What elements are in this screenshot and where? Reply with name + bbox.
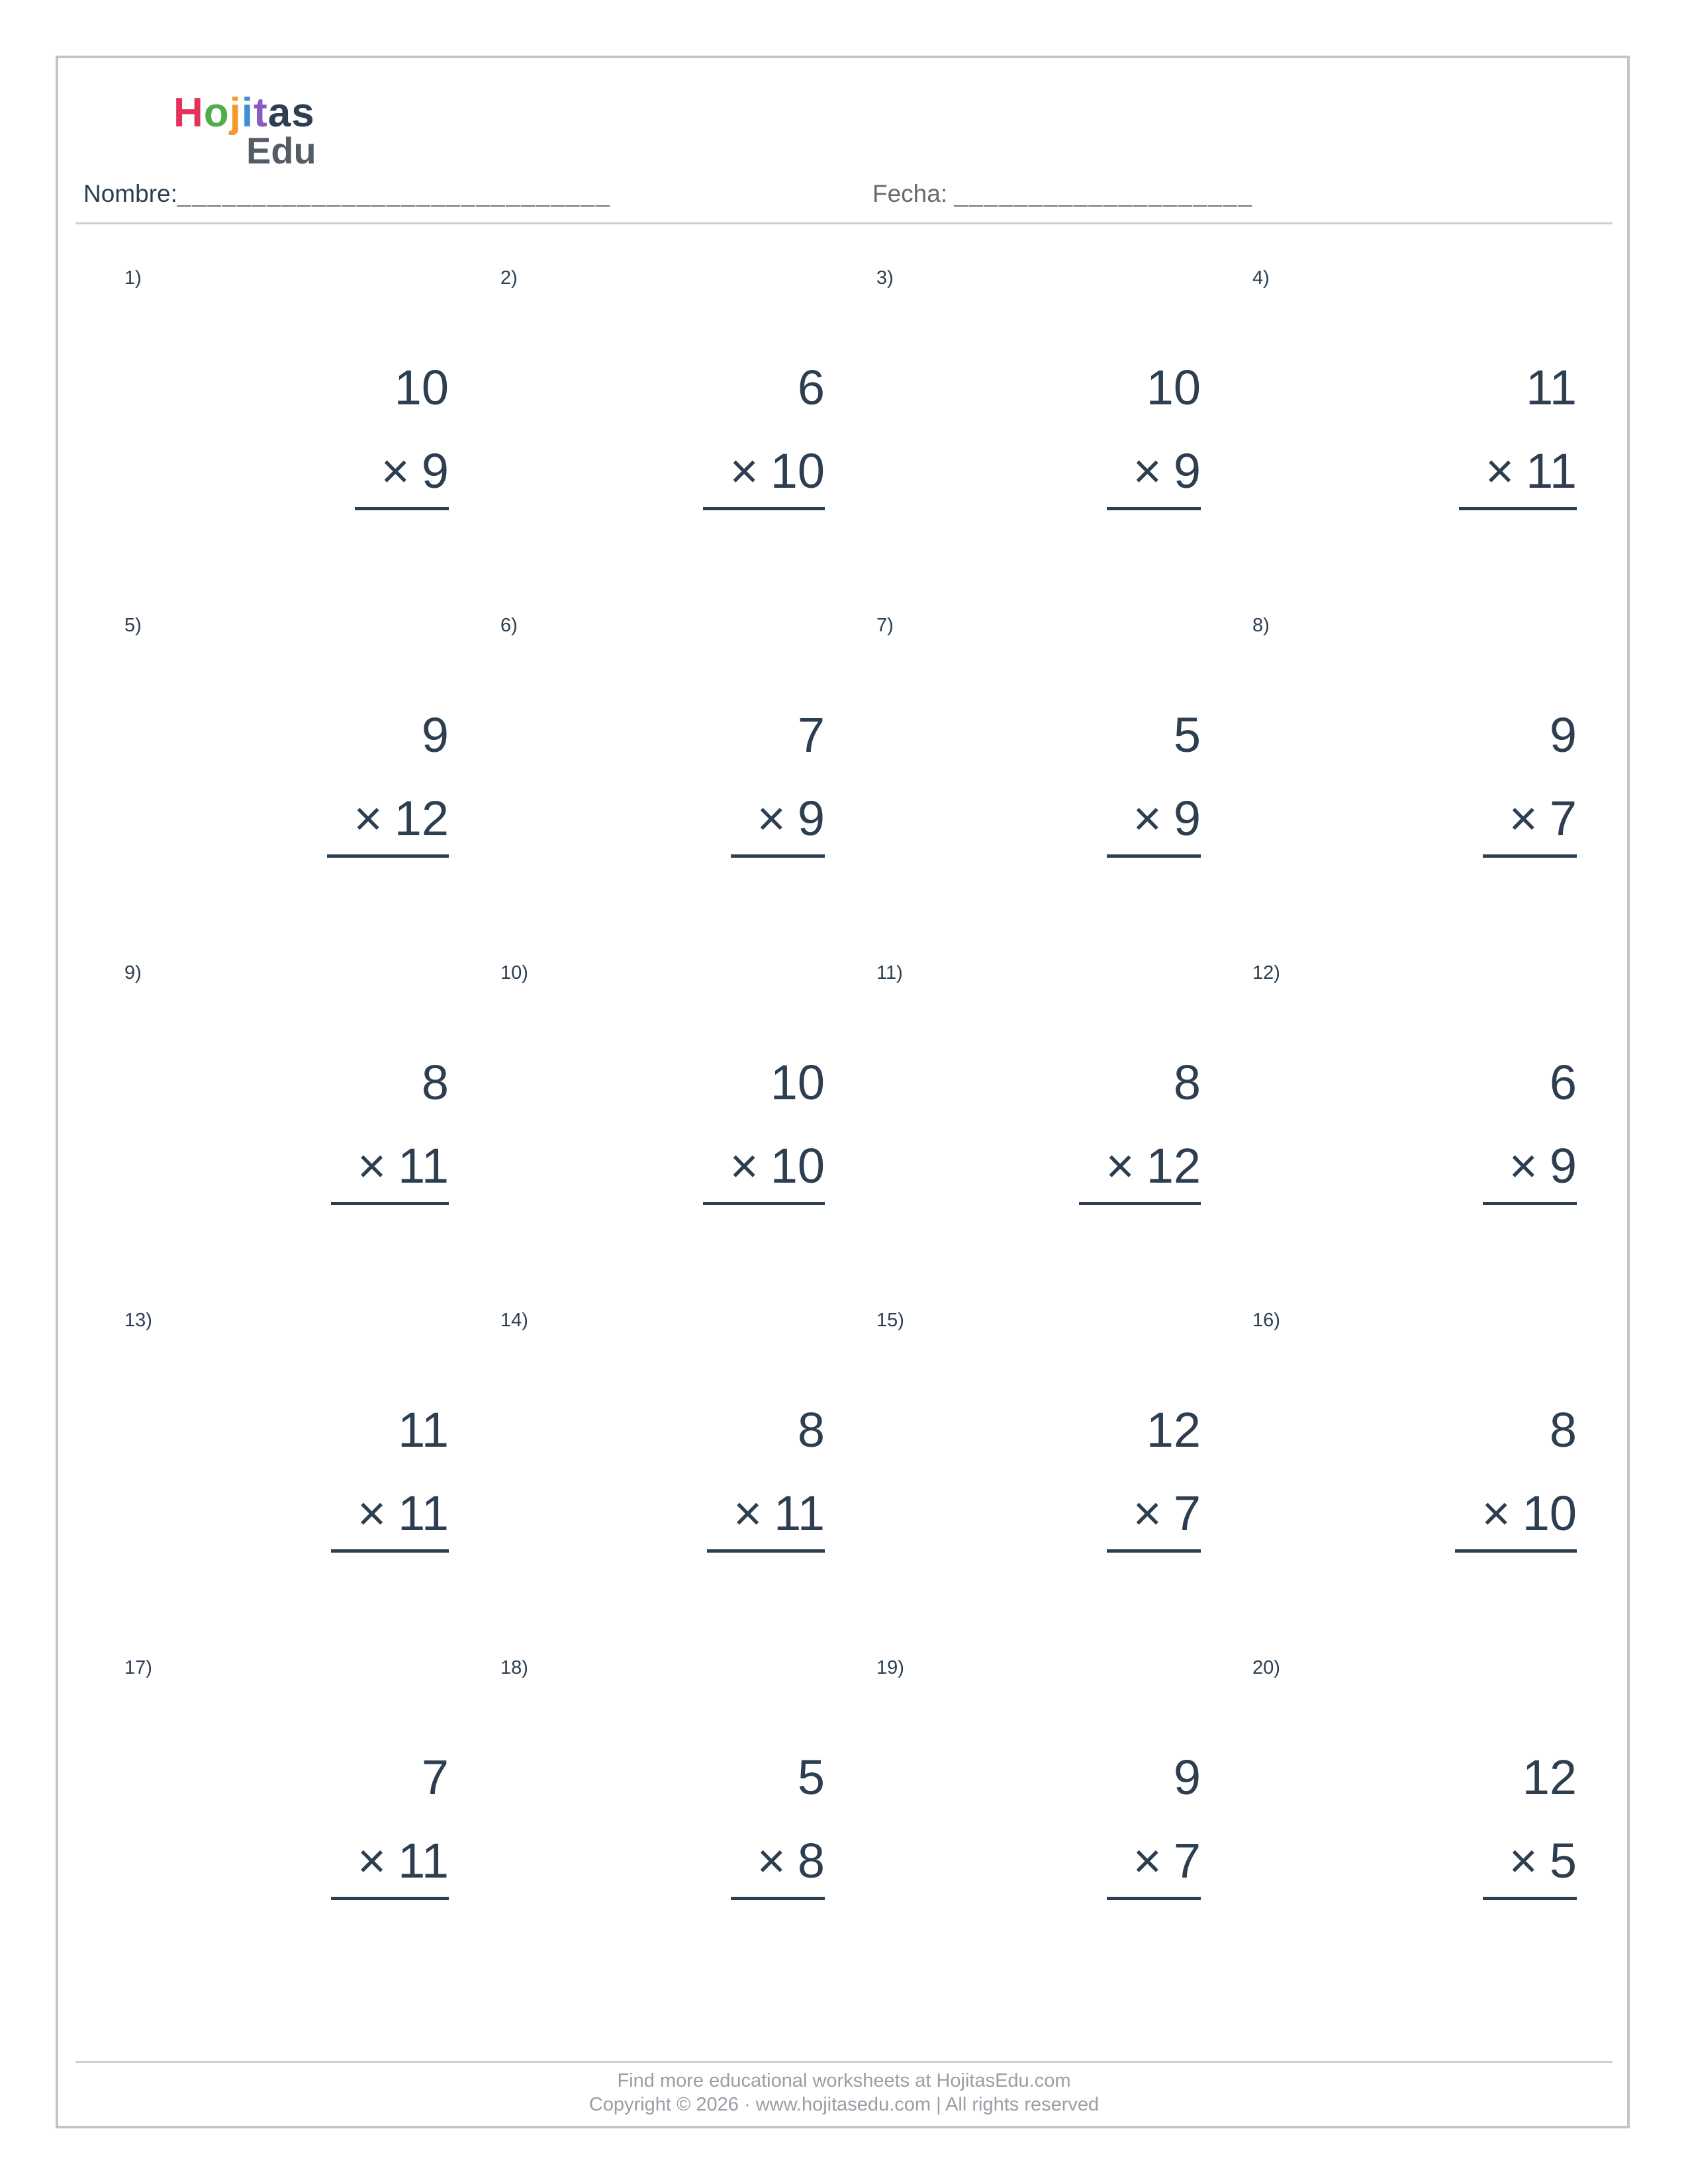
multiplier: 9 [421,443,449,498]
multiplier-row [1459,435,1577,510]
date-blank: ____________________ [954,180,1253,207]
multiplication-problem [731,1742,825,1900]
name-blank: _____________________________ [177,180,611,207]
multiplication-problem [731,700,825,858]
problem-item [124,1655,500,1999]
problem-number: 14) [500,1310,528,1331]
footer-promo: Find more educational worksheets at HojitasEdu.com [617,2070,1071,2091]
problem-number: 5) [124,615,142,636]
times-sign: × [357,1486,387,1541]
logo-letter: H [173,90,204,136]
multiplicand: 9 [421,707,449,762]
problem-item [876,265,1252,609]
multiplier: 12 [394,791,449,846]
footer-divider [75,2061,1613,2063]
multiplier-row [707,1478,825,1553]
multiplier: 5 [1549,1833,1577,1888]
times-sign: × [353,791,383,846]
multiplier: 10 [770,1138,825,1193]
multiplier-row [1107,783,1201,858]
header-divider [75,222,1613,224]
hojitas-edu-logo [173,90,332,169]
problem-item [1252,1307,1628,1651]
multiplicand: 6 [797,360,825,415]
multiplicand: 8 [797,1402,825,1457]
name-label: Nombre: [83,180,177,207]
problem-item [1252,265,1628,609]
problem-number: 3) [876,267,894,289]
multiplier: 7 [1173,1486,1201,1541]
multiplier: 8 [797,1833,825,1888]
multiplication-problem [1483,1742,1577,1900]
multiplier-row [327,783,449,858]
problem-item [1252,612,1628,956]
problem-number: 9) [124,962,142,983]
problem-number: 7) [876,615,894,636]
times-sign: × [1509,791,1538,846]
multiplier-row [331,1825,449,1900]
problem-number: 8) [1252,615,1270,636]
multiplier: 9 [1549,1138,1577,1193]
multiplication-problem [1483,700,1577,858]
multiplication-problem [355,352,449,510]
problem-item [124,1307,500,1651]
times-sign: × [1133,1833,1162,1888]
problem-item [876,1655,1252,1999]
multiplication-problem [327,700,449,858]
logo-letter: s [291,90,315,136]
times-sign: × [1133,791,1162,846]
multiplicand: 6 [1549,1055,1577,1110]
logo-letter: o [203,90,230,136]
problem-number: 6) [500,615,518,636]
times-sign: × [757,791,786,846]
multiplier: 12 [1146,1138,1201,1193]
multiplier: 11 [1526,443,1577,498]
multiplier-row [331,1130,449,1205]
times-sign: × [381,443,410,498]
multiplicand: 7 [797,707,825,762]
multiplication-problem [1483,1047,1577,1205]
multiplier: 11 [398,1138,449,1193]
multiplier: 7 [1549,791,1577,846]
multiplicand: 8 [421,1055,449,1110]
problem-item [500,960,876,1304]
problem-item [500,1307,876,1651]
multiplication-problem [1459,352,1577,510]
times-sign: × [1509,1138,1538,1193]
logo-letter: t [254,90,268,136]
times-sign: × [733,1486,763,1541]
footer-copyright: Copyright © 2026 · www.hojitasedu.com | All rights reserved [588,2094,1100,2115]
multiplicand: 8 [1173,1055,1201,1110]
problem-item [124,612,500,956]
problem-item [876,1307,1252,1651]
problem-item [500,265,876,609]
times-sign: × [1133,1486,1162,1541]
problem-number: 2) [500,267,518,289]
multiplier: 10 [770,443,825,498]
multiplication-problem [1107,700,1201,858]
multiplier-row [731,1825,825,1900]
multiplicand: 5 [1173,707,1201,762]
times-sign: × [729,443,759,498]
multiplication-problem [331,1742,449,1900]
logo-letter: j [229,90,242,136]
problem-item [1252,1655,1628,1999]
multiplication-problem [707,1394,825,1553]
multiplier: 9 [797,791,825,846]
multiplier: 9 [1173,791,1201,846]
problem-number: 17) [124,1657,152,1678]
problem-number: 19) [876,1657,904,1678]
multiplication-problem [331,1394,449,1553]
multiplier: 11 [398,1833,449,1888]
times-sign: × [729,1138,759,1193]
multiplier-row [1483,783,1577,858]
multiplication-problem [703,352,825,510]
problem-item [876,960,1252,1304]
problem-number: 11) [876,962,903,983]
multiplier-row [1483,1130,1577,1205]
multiplicand: 7 [421,1750,449,1805]
multiplier-row [1107,1478,1201,1553]
multiplier-row [703,435,825,510]
problem-number: 13) [124,1310,152,1331]
problem-number: 1) [124,267,142,289]
multiplicand: 12 [1146,1402,1201,1457]
multiplicand: 5 [797,1750,825,1805]
multiplicand: 9 [1173,1750,1201,1805]
multiplier: 10 [1522,1486,1577,1541]
times-sign: × [357,1138,387,1193]
multiplication-problem [1107,1742,1201,1900]
multiplier-row [703,1130,825,1205]
multiplier: 11 [398,1486,449,1541]
problem-item [124,960,500,1304]
name-field [83,177,611,210]
times-sign: × [1481,1486,1511,1541]
times-sign: × [1509,1833,1538,1888]
multiplicand: 11 [1526,360,1577,415]
times-sign: × [1485,443,1515,498]
logo-letter: a [267,90,292,136]
times-sign: × [357,1833,387,1888]
multiplier-row [331,1478,449,1553]
date-field [872,177,1253,210]
multiplier-row [1107,1825,1201,1900]
logo-subtitle: Edu [246,130,316,171]
multiplier-row [1455,1478,1577,1553]
multiplier-row [355,435,449,510]
multiplier-row [1483,1825,1577,1900]
multiplicand: 10 [394,360,449,415]
multiplier-row [1107,435,1201,510]
multiplication-problem [703,1047,825,1205]
problem-number: 20) [1252,1657,1280,1678]
multiplicand: 9 [1549,707,1577,762]
problem-number: 12) [1252,962,1280,983]
times-sign: × [1133,443,1162,498]
multiplier: 7 [1173,1833,1201,1888]
multiplication-problem [1455,1394,1577,1553]
multiplication-problem [1107,1394,1201,1553]
logo-letter: i [241,90,254,136]
problem-number: 15) [876,1310,904,1331]
problem-number: 4) [1252,267,1270,289]
multiplicand: 11 [398,1402,449,1457]
multiplier-row [1079,1130,1201,1205]
problem-number: 16) [1252,1310,1280,1331]
multiplication-problem [331,1047,449,1205]
problem-number: 10) [500,962,528,983]
times-sign: × [757,1833,786,1888]
multiplier-row [731,783,825,858]
times-sign: × [1105,1138,1135,1193]
problem-item [1252,960,1628,1304]
multiplication-problem [1107,352,1201,510]
problem-item [500,612,876,956]
multiplicand: 8 [1549,1402,1577,1457]
problem-item [876,612,1252,956]
problem-number: 18) [500,1657,528,1678]
multiplicand: 12 [1522,1750,1577,1805]
multiplier: 11 [774,1486,825,1541]
multiplier: 9 [1173,443,1201,498]
problem-item [124,265,500,609]
multiplication-problem [1079,1047,1201,1205]
multiplicand: 10 [1146,360,1201,415]
date-label: Fecha: [872,180,955,207]
multiplicand: 10 [770,1055,825,1110]
problem-item [500,1655,876,1999]
